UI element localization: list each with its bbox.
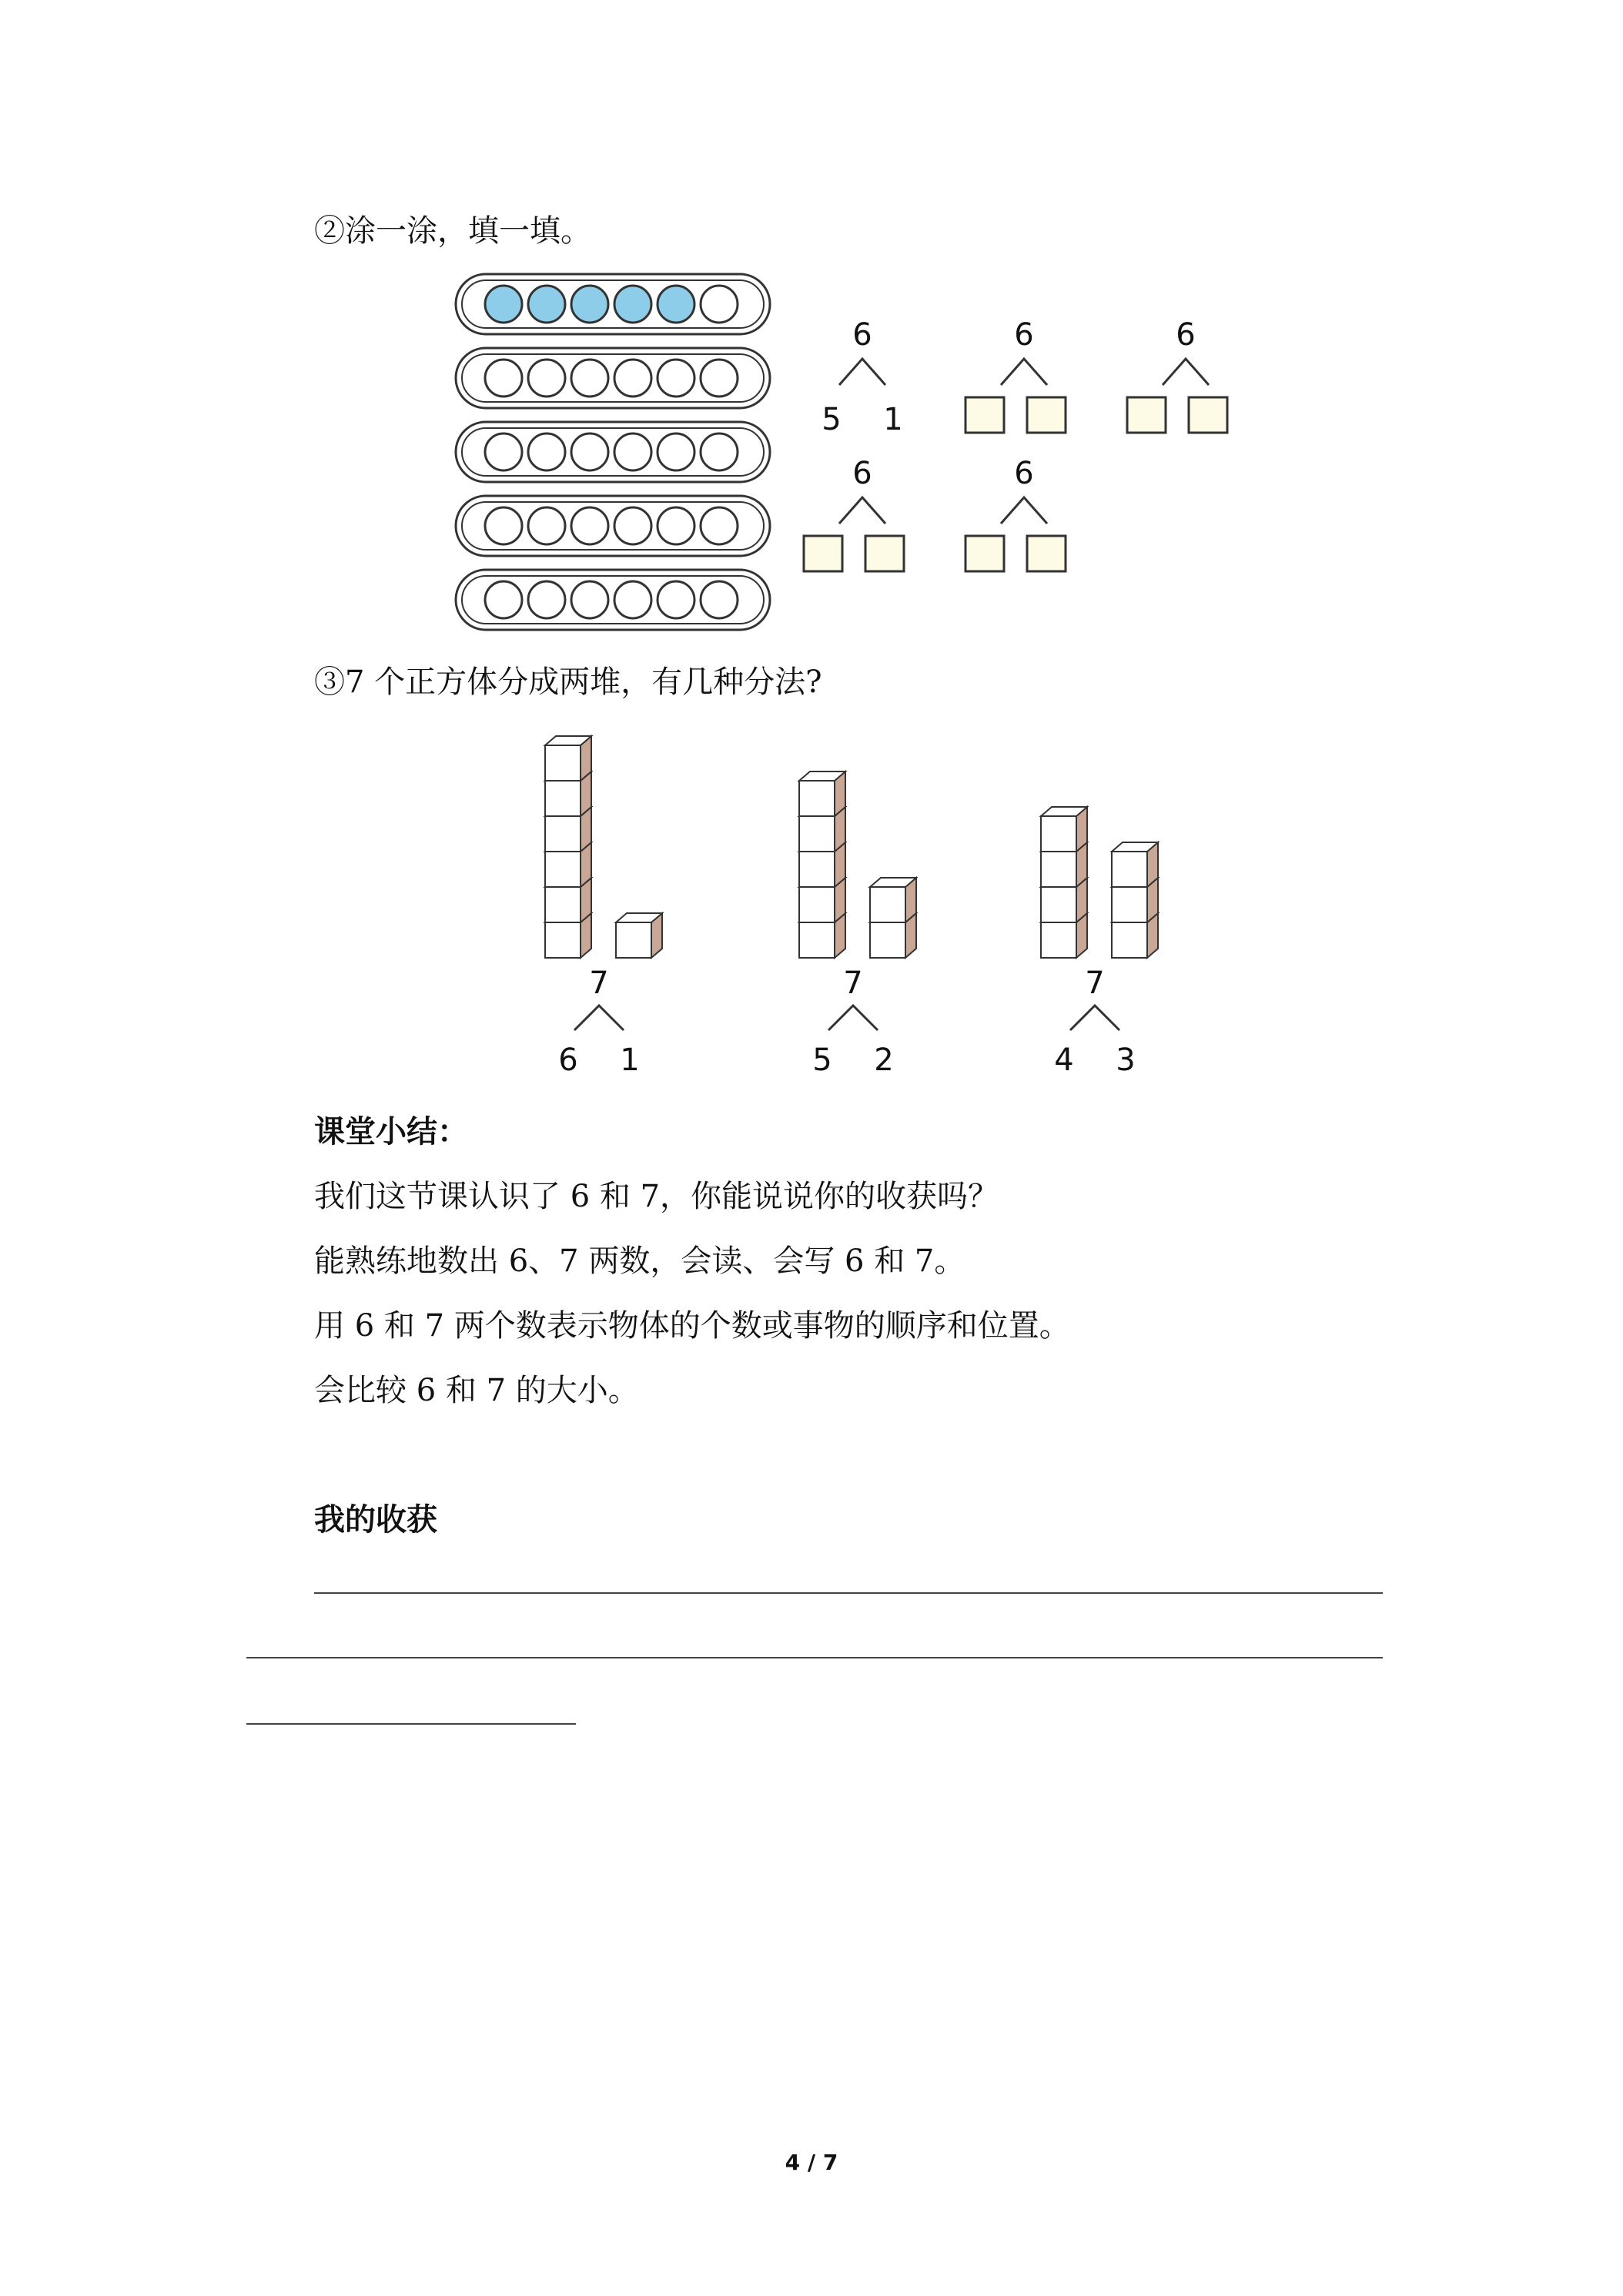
cube-tree-branch xyxy=(828,1006,878,1030)
bead xyxy=(528,360,565,397)
cube-tree-top-number: 7 xyxy=(1085,966,1105,1001)
bead xyxy=(614,360,651,397)
answer-box xyxy=(1127,397,1166,433)
bead xyxy=(528,433,565,470)
cube-tree-branch xyxy=(574,1006,624,1030)
bead xyxy=(614,507,651,544)
cube-tree-right-number: 3 xyxy=(1116,1043,1136,1078)
cube-front xyxy=(545,781,581,816)
cube-front xyxy=(799,781,835,816)
bead xyxy=(701,286,738,323)
tree-branch xyxy=(1001,497,1047,524)
summary-heading: 课堂小结： xyxy=(314,1113,468,1150)
cube-tree-top-number: 7 xyxy=(589,966,609,1001)
bead xyxy=(485,433,522,470)
cube-front xyxy=(545,852,581,887)
number-trees-figure xyxy=(801,316,1263,593)
cube-front xyxy=(799,887,835,922)
answer-box xyxy=(1189,397,1227,433)
cube-tree-right-number: 1 xyxy=(620,1043,640,1078)
answer-line[interactable] xyxy=(314,1592,1383,1594)
cube-front xyxy=(1041,816,1076,852)
cube-front xyxy=(870,887,905,922)
tree-top-number: 6 xyxy=(852,317,872,353)
bead xyxy=(571,581,608,618)
cube-stacks-figure xyxy=(531,716,1193,1086)
answer-box xyxy=(965,536,1004,571)
cube-front xyxy=(1041,852,1076,887)
cube-front xyxy=(870,922,905,958)
tree-left-number: 5 xyxy=(822,402,842,437)
tree-top-number: 6 xyxy=(852,456,872,491)
bead xyxy=(571,360,608,397)
bead xyxy=(571,507,608,544)
bead xyxy=(658,433,694,470)
section3-title: ③7 个正方体分成两堆，有几种分法? xyxy=(314,664,822,700)
bead-rows-figure xyxy=(454,269,778,639)
answer-line[interactable] xyxy=(246,1723,576,1725)
tree-top-number: 6 xyxy=(1014,317,1034,353)
bead xyxy=(614,286,651,323)
summary-line: 会比较 6 和 7 的大小。 xyxy=(314,1373,639,1408)
answer-box xyxy=(804,536,842,571)
bead xyxy=(485,286,522,323)
bead xyxy=(571,286,608,323)
cube-tree-left-number: 5 xyxy=(812,1043,832,1078)
summary-line: 能熟练地数出 6、7 两数，会读、会写 6 和 7。 xyxy=(314,1243,965,1279)
page-number: 4 / 7 xyxy=(785,2150,838,2175)
cube-front xyxy=(799,922,835,958)
cube-front xyxy=(1112,852,1147,887)
summary-line: 用 6 和 7 两个数表示物体的个数或事物的顺序和位置。 xyxy=(314,1308,1070,1344)
bead xyxy=(485,581,522,618)
bead xyxy=(701,360,738,397)
answer-line[interactable] xyxy=(246,1657,1383,1658)
cube-tree-right-number: 2 xyxy=(874,1043,894,1078)
bead xyxy=(658,581,694,618)
cube-front xyxy=(545,887,581,922)
bead xyxy=(614,433,651,470)
bead xyxy=(528,507,565,544)
cube-front xyxy=(799,816,835,852)
bead xyxy=(485,360,522,397)
bead xyxy=(571,433,608,470)
tree-branch xyxy=(1163,359,1209,385)
tree-branch xyxy=(839,497,885,524)
harvest-heading: 我的收获 xyxy=(314,1501,437,1538)
bead xyxy=(658,360,694,397)
bead xyxy=(658,507,694,544)
bead xyxy=(701,507,738,544)
cube-front xyxy=(1112,922,1147,958)
bead xyxy=(658,286,694,323)
tree-top-number: 6 xyxy=(1176,317,1196,353)
cube-front xyxy=(1112,887,1147,922)
bead xyxy=(701,581,738,618)
cube-tree-left-number: 4 xyxy=(1054,1043,1074,1078)
bead xyxy=(528,286,565,323)
cube-tree-branch xyxy=(1070,1006,1119,1030)
cube-front xyxy=(545,745,581,781)
tree-right-number: 1 xyxy=(883,402,903,437)
cube-tree-left-number: 6 xyxy=(558,1043,578,1078)
answer-box xyxy=(965,397,1004,433)
tree-branch xyxy=(1001,359,1047,385)
bead xyxy=(701,433,738,470)
cube-front xyxy=(545,816,581,852)
cube-front xyxy=(1041,887,1076,922)
bead xyxy=(485,507,522,544)
cube-front xyxy=(545,922,581,958)
cube-front xyxy=(1041,922,1076,958)
section2-title: ②涂一涂，填一填。 xyxy=(314,213,591,249)
bead xyxy=(528,581,565,618)
answer-box xyxy=(1027,536,1066,571)
answer-box xyxy=(1027,397,1066,433)
tree-top-number: 6 xyxy=(1014,456,1034,491)
answer-box xyxy=(865,536,904,571)
tree-branch xyxy=(839,359,885,385)
cube-front xyxy=(799,852,835,887)
cube-front xyxy=(616,922,651,958)
bead xyxy=(614,581,651,618)
cube-tree-top-number: 7 xyxy=(843,966,863,1001)
summary-line: 我们这节课认识了 6 和 7，你能说说你的收获吗？ xyxy=(314,1179,999,1214)
